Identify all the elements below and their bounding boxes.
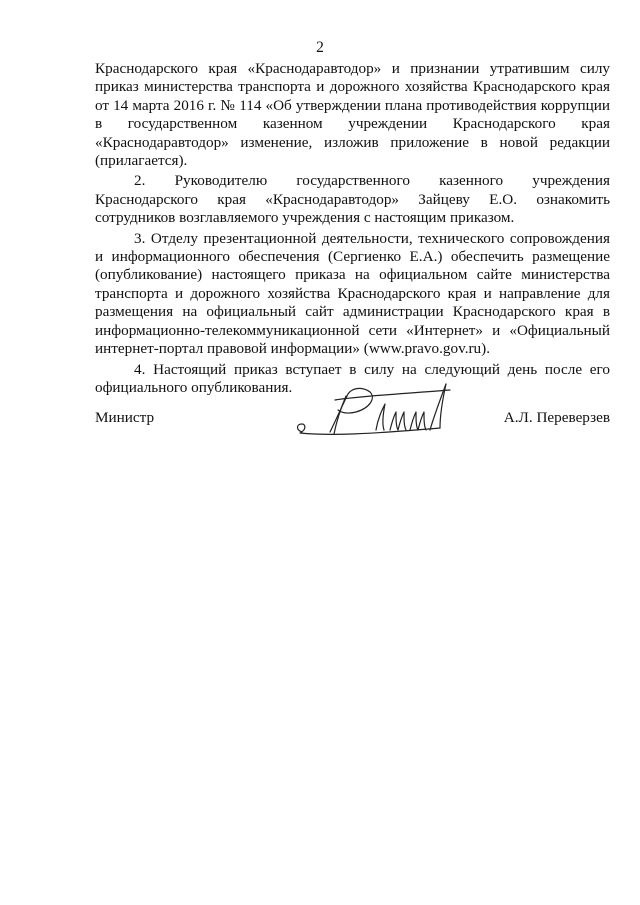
paragraph-item-4: 4. Настоящий приказ вступает в силу на следующий день после его официального опубликования. <box>95 360 610 396</box>
paragraph-continuation: Краснодарского края «Краснодаравтодор» и признании утратившим силу приказ министерства транспорта и дорожного хозяйства Краснодарского края от 14 марта 2016 г. № 114 «Об утверждении плана противодействия коррупции в государственном казенном учреждении Краснодарского края «Краснодаравтодор» изменение, изложив приложение в новой редакции (прилагается). <box>95 60 610 170</box>
signatory-title: Министр <box>95 409 155 426</box>
signatory-name: А.Л. Переверзев <box>503 409 610 426</box>
page-number: 2 <box>316 39 324 56</box>
document-body <box>95 60 610 397</box>
paragraph-item-3: 3. Отделу презентационной деятельности, технического сопровождения и информационного обеспечения (Сергиенко Е.А.) обеспечить размещение (опубликование) настоящего приказа на официальном сайте министерства транспорта и дорожного хозяйства Краснодарского края и направление для размещения на официальный сайт администрации Краснодарского края в информационно-телекоммуникационной сети «Интернет» и «Официальный интернет-портал правовой информации» (www.pravo.gov.ru). <box>95 229 610 358</box>
handwritten-signature <box>290 380 470 450</box>
paragraph-item-2: 2. Руководителю государственного казенного учреждения Краснодарского края «Краснодаравтодор» Зайцеву Е.О. ознакомить сотрудников возглавляемого учреждения с настоящим приказом. <box>95 172 610 227</box>
